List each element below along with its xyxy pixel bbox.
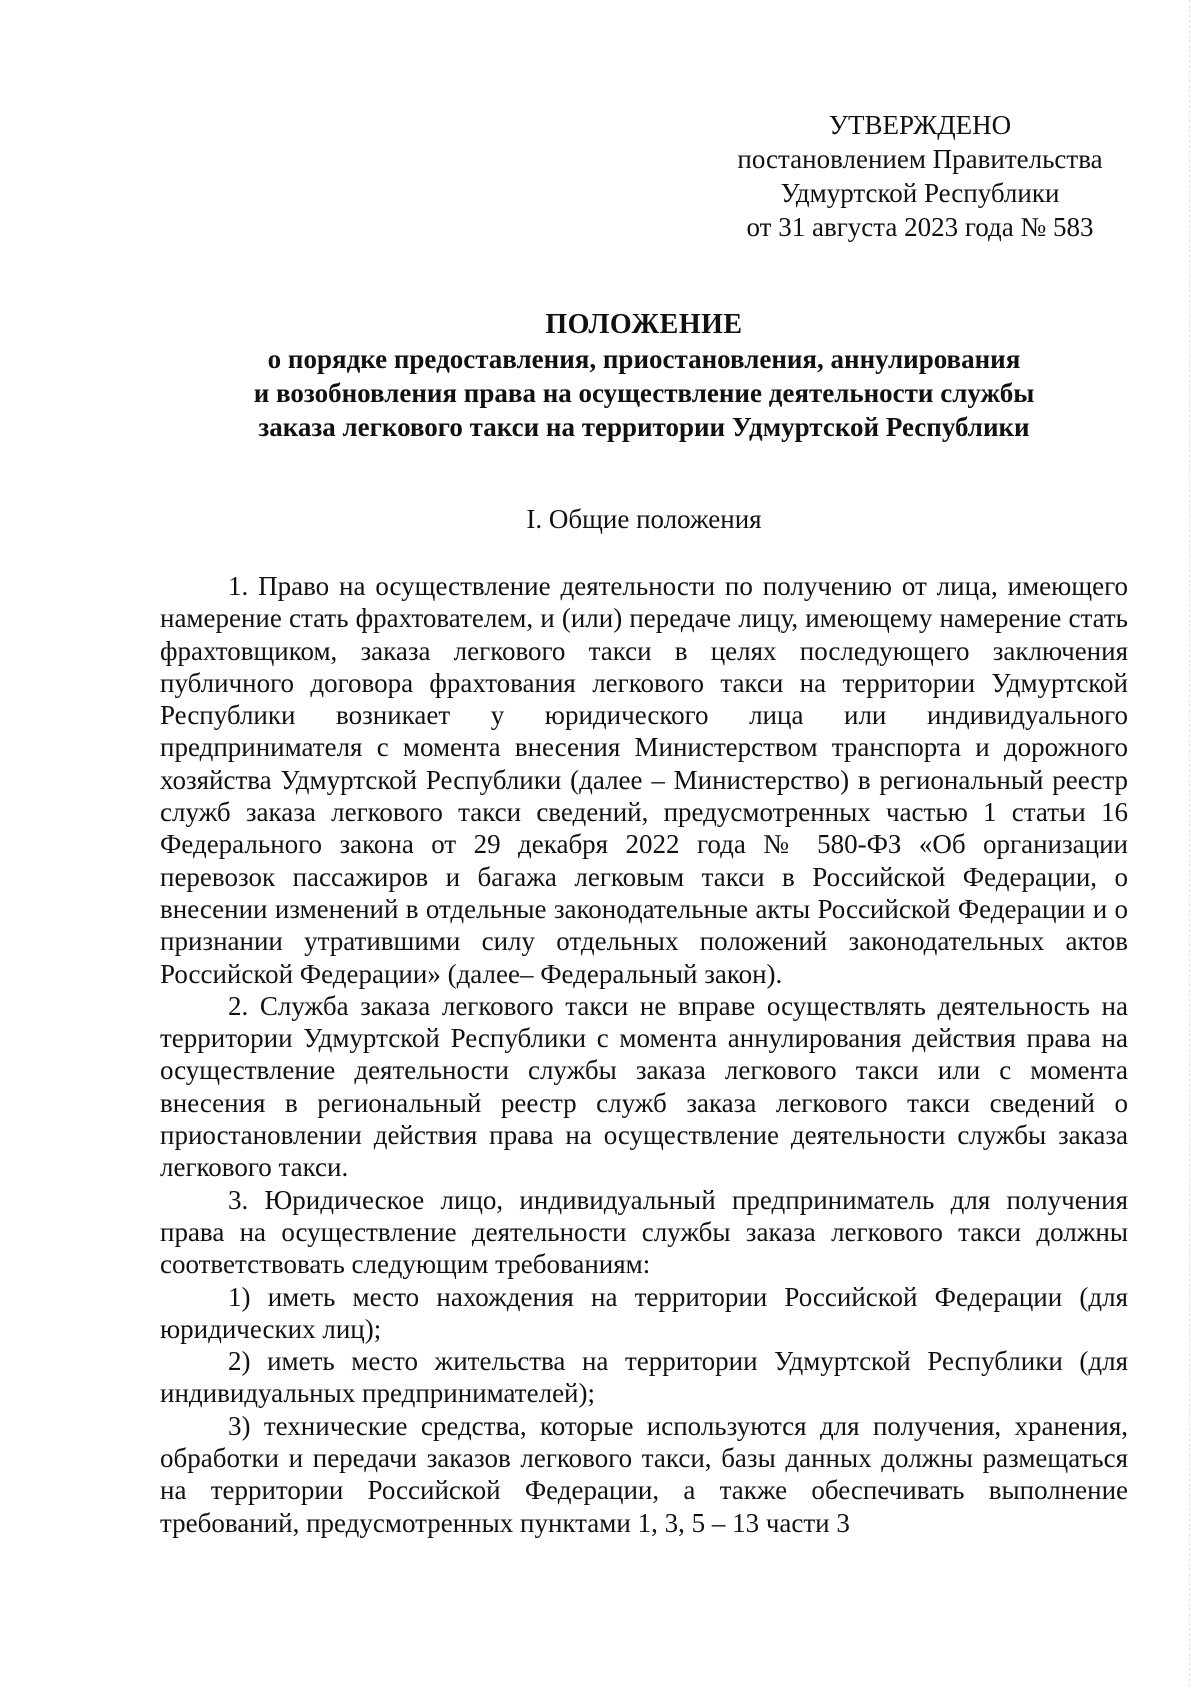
scan-edge-line (1188, 0, 1190, 1686)
paragraph-2: 2. Служба заказа легкового такси не вправе осуществлять деятельность на территории Удмуртской Республики с момента аннулирования действия права на осуществление деятельности службы заказа легкового такси или с момента внесения в региональный реестр служб заказа легкового такси сведений о приостановлении действия права на осуществление деятельности службы заказа легкового такси. (160, 990, 1128, 1183)
approval-line-1: постановлением Правительства (737, 144, 1103, 174)
approval-stamp (720, 108, 1120, 244)
section-heading: I. Общие положения (526, 504, 762, 534)
paragraph-3-item-2: 2) иметь место жительства на территории Удмуртской Республики (для индивидуальных предпринимателей); (160, 1346, 1128, 1409)
approval-line-2: Удмуртской Республики (780, 178, 1060, 208)
document-body (160, 570, 1128, 1539)
document-subtitle-line-2: и возобновления права на осуществление деятельности службы (253, 378, 1035, 408)
document-title: ПОЛОЖЕНИЕ (545, 309, 743, 340)
document-subtitle-line-3: заказа легкового такси на территории Удмуртской Республики (258, 412, 1030, 442)
approval-heading: УТВЕРЖДЕНО (828, 110, 1012, 140)
paragraph-1: 1. Право на осуществление деятельности по получению от лица, имеющего намерение стать фрахтователем, и (или) передаче лицу, имеющему намерение стать фрахтовщиком, заказа легкового такси в целях последующего заключения публичного договора фрахтования легкового такси на территории Удмуртской Республики возникает у юридического лица или индивидуального предпринимателя с момента внесения Министерством транспорта и дорожного хозяйства Удмуртской Республики (далее – Министерство) в региональный реестр служб заказа легкового такси сведений, предусмотренных частью 1 статьи 16 Федерального закона от 29 декабря 2022 года № 580-ФЗ «Об организации перевозок пассажиров и багажа легковым такси в Российской Федерации, о внесении изменений в отдельные законодательные акты Российской Федерации и о признании утратившими силу отдельных положений законодательных актов Российской Федерации» (далее– Федеральный закон). (160, 571, 1128, 989)
approval-line-3: от 31 августа 2023 года № 583 (746, 212, 1094, 242)
document-subtitle-line-1: о порядке предоставления, приостановления, аннулирования (267, 344, 1021, 374)
paragraph-3-item-3: 3) технические средства, которые используются для получения, хранения, обработки и передачи заказов легкового такси, базы данных должны размещаться на территории Российской Федерации, а также обеспечивать выполнение требований, предусмотренных пунктами 1, 3, 5 – 13 части 3 (160, 1410, 1128, 1538)
document-title-block (160, 308, 1128, 444)
paragraph-3: 3. Юридическое лицо, индивидуальный предприниматель для получения права на осуществление деятельности службы заказа легкового такси должны соответствовать следующим требованиям: (160, 1184, 1128, 1280)
paragraph-3-item-1: 1) иметь место нахождения на территории Российской Федерации (для юридических лиц); (160, 1281, 1128, 1344)
